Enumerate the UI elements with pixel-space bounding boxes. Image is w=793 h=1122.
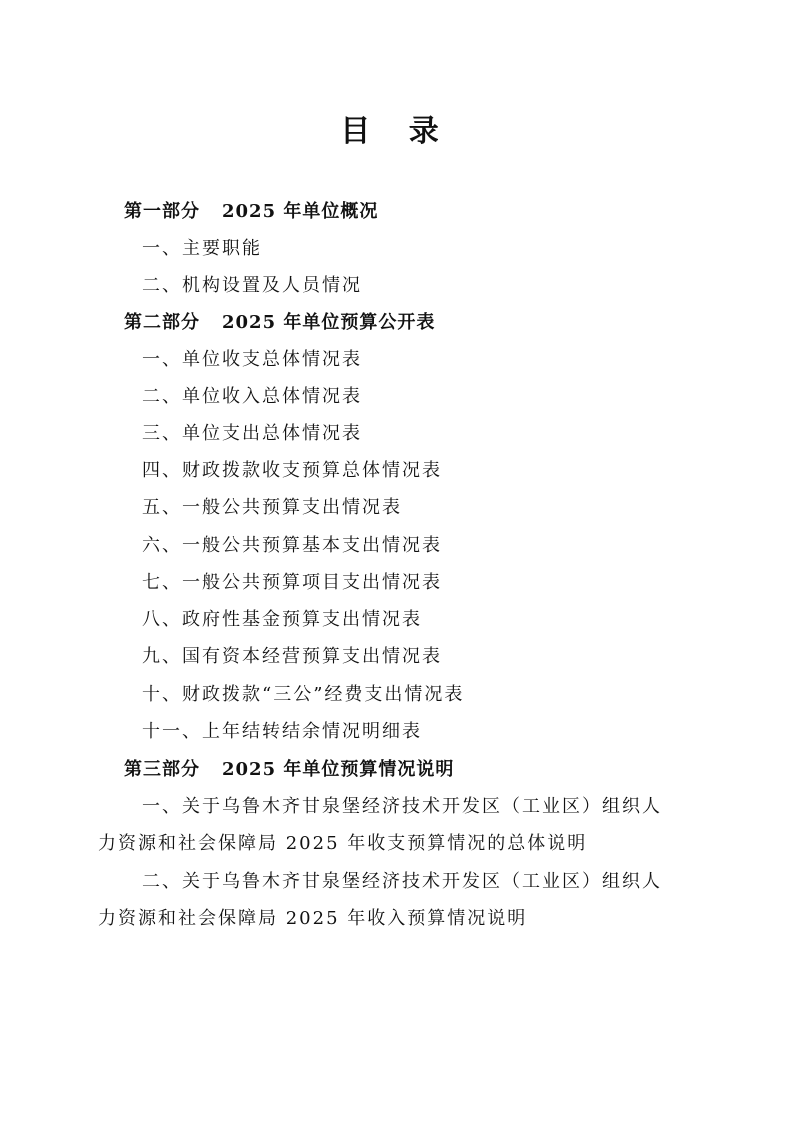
toc-item-line1: 一、关于乌鲁木齐甘泉堡经济技术开发区（工业区）组织人 (142, 796, 662, 817)
toc-item: 二、机构设置及人员情况 (142, 275, 362, 296)
toc-item: 十、财政拨款“三公”经费支出情况表 (142, 684, 465, 705)
toc-item: 一、主要职能 (142, 238, 262, 259)
part2-heading (124, 309, 435, 337)
toc-item: 三、单位支出总体情况表 (142, 423, 362, 444)
toc-item: 七、一般公共预算项目支出情况表 (142, 572, 442, 593)
toc-item-line2: 力资源和社会保障局 2025 年收入预算情况说明 (98, 908, 528, 929)
toc-item: 八、政府性基金预算支出情况表 (142, 609, 422, 630)
part1-subject: 2025 年单位概况 (222, 201, 379, 222)
toc-item-line2: 力资源和社会保障局 2025 年收支预算情况的总体说明 (98, 833, 588, 854)
toc-item: 一、单位收支总体情况表 (142, 349, 362, 370)
toc-item: 四、财政拨款收支预算总体情况表 (142, 460, 442, 481)
toc-item: 五、一般公共预算支出情况表 (142, 497, 402, 518)
toc-item: 二、单位收入总体情况表 (142, 386, 362, 407)
toc-item-line1: 二、关于乌鲁木齐甘泉堡经济技术开发区（工业区）组织人 (142, 871, 662, 892)
part3-subject: 2025 年单位预算情况说明 (222, 759, 455, 780)
part3-label: 第三部分 (124, 759, 200, 780)
toc-item: 十一、上年结转结余情况明细表 (142, 721, 422, 742)
toc-title: 目 录 (340, 114, 453, 149)
part3-heading (124, 756, 454, 784)
part1-heading (124, 198, 378, 226)
toc-item: 九、国有资本经营预算支出情况表 (142, 646, 442, 667)
part2-label: 第二部分 (124, 312, 200, 333)
part2-subject: 2025 年单位预算公开表 (222, 312, 436, 333)
part1-label: 第一部分 (124, 201, 200, 222)
toc-item: 六、一般公共预算基本支出情况表 (142, 535, 442, 556)
